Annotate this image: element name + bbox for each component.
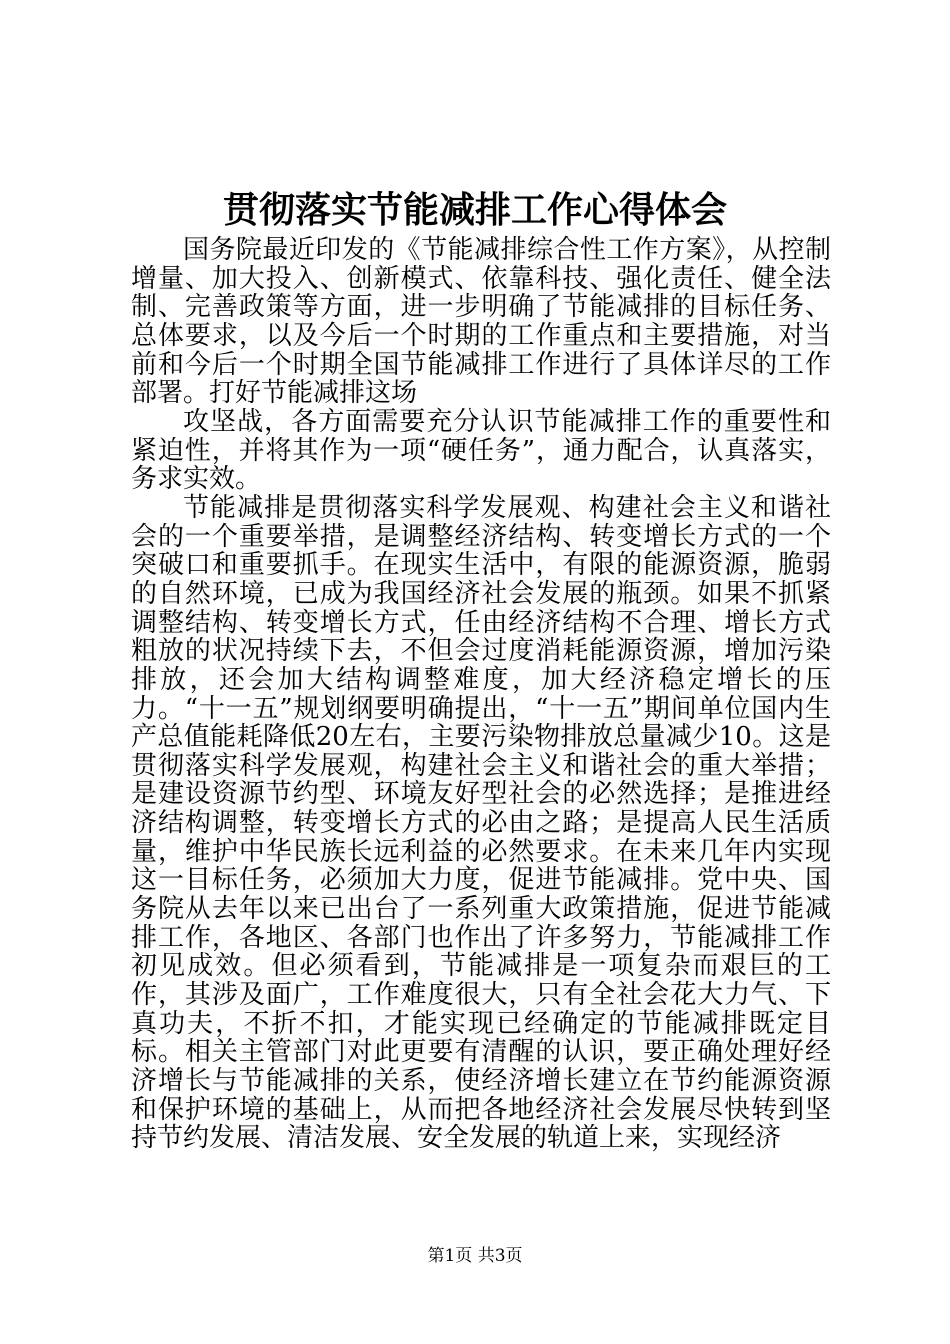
document-body [131,236,831,1153]
page-footer: 第1页 共3页 [427,1246,523,1266]
paragraph-3: 节能减排是贯彻落实科学发展观、构建社会主义和谐社会的一个重要举措，是调整经济结构、转变增长方式的一个突破口和重要抓手。在现实生活中，有限的能源资源，脆弱的自然环境，已成为我国经济社会发展的瓶颈。如果不抓紧调整结构、转变增长方式，任由经济结构不合理、增长方式粗放的状况持续下去，不但会过度消耗能源资源，增加污染排放，还会加大结构调整难度，加大经济稳定增长的压力。“十一五”规划纲要明确提出，“十一五”期间单位国内生产总值能耗降低20左右，主要污染物排放总量减少10。这是贯彻落实科学发展观，构建社会主义和谐社会的重大举措；是建设资源节约型、环境友好型社会的必然选择；是推进经济结构调整，转变增长方式的必由之路；是提高人民生活质量，维护中华民族长远利益的必然要求。在未来几年内实现这一目标任务，必须加大力度，促进节能减排。党中央、国务院从去年以来已出台了一系列重大政策措施，促进节能减排工作，各地区、各部门也作出了许多努力，节能减排工作初见成效。但必须看到，节能减排是一项复杂而艰巨的工作，其涉及面广，工作难度很大，只有全社会花大力气、下真功夫，不折不扣，才能实现已经确定的节能减排既定目标。相关主管部门对此更要有清醒的认识，要正确处理好经济增长与节能减排的关系，使经济增长建立在节约能源资源和保护环境的基础上，从而把各地经济社会发展尽快转到坚持节约发展、清洁发展、安全发展的轨道上来，实现经济 [131,492,831,1154]
paragraph-1: 国务院最近印发的《节能减排综合性工作方案》，从控制增量、加大投入、创新模式、依靠科技、强化责任、健全法制、完善政策等方面，进一步明确了节能减排的目标任务、总体要求，以及今后一个时期的工作重点和主要措施，对当前和今后一个时期全国节能减排工作进行了具体详尽的工作部署。打好节能减排这场 [131,235,831,409]
paragraph-2: 攻坚战，各方面需要充分认识节能减排工作的重要性和紧迫性，并将其作为一项“硬任务”，通力配合，认真落实，务求实效。 [131,406,831,495]
document-title: 贯彻落实节能减排工作心得体会 [222,189,727,231]
